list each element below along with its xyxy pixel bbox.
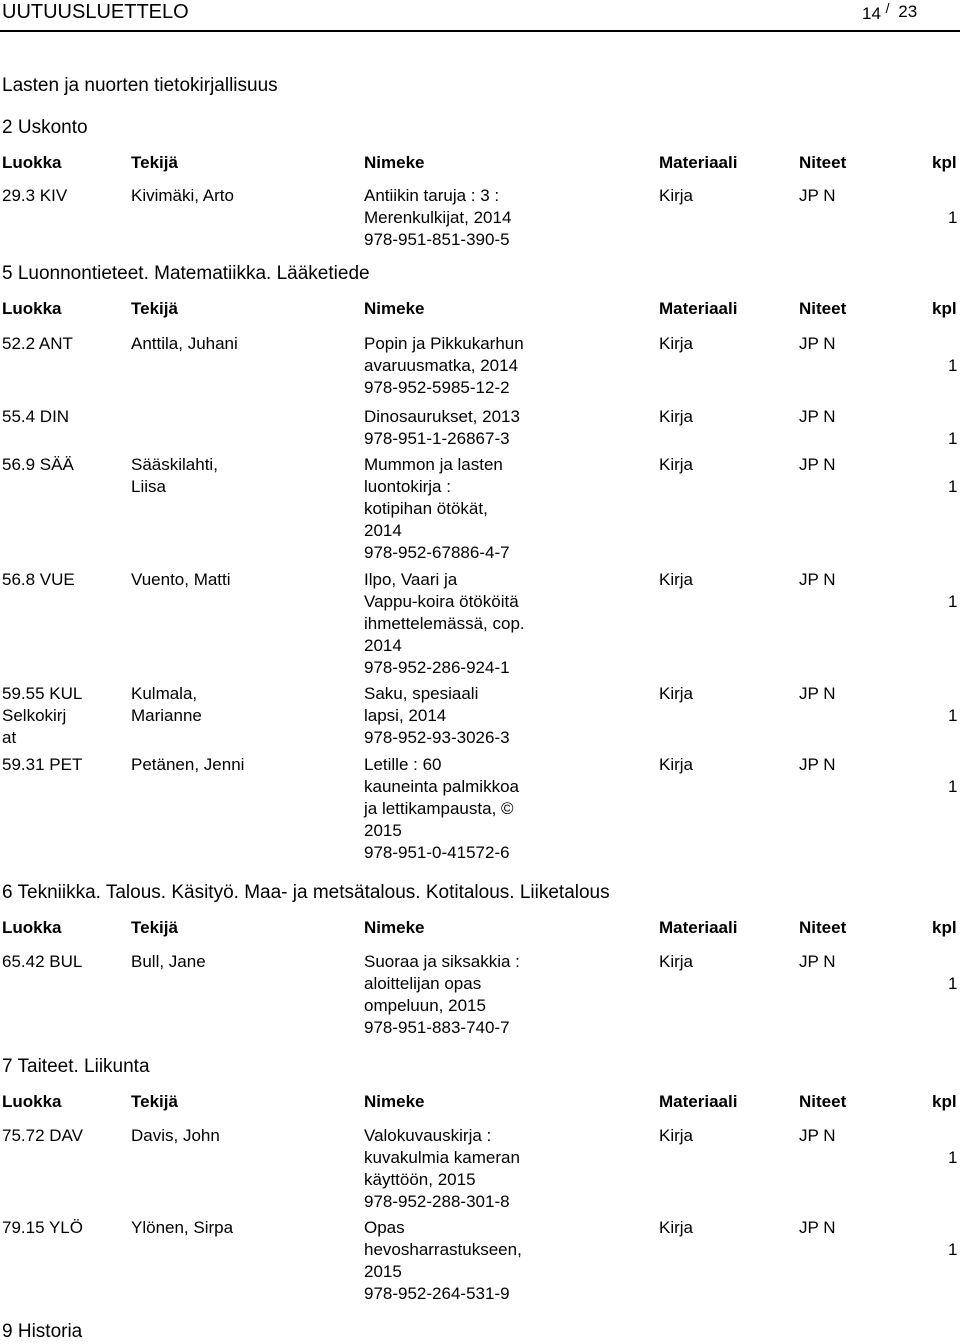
tekija-line: Petänen, Jenni — [131, 755, 245, 774]
cell-materiaali: Kirja — [659, 455, 694, 474]
section-title: 7 Taiteet. Liikunta — [2, 1056, 150, 1077]
column-header-niteet: Niteet — [799, 153, 847, 172]
cell-nimeke — [364, 951, 564, 1039]
nimeke-line: Ilpo, Vaari ja — [364, 570, 458, 589]
nimeke-line: käyttöön, 2015 — [364, 1170, 476, 1189]
category-title: Lasten ja nuorten tietokirjallisuus — [2, 75, 278, 96]
cell-luokka — [2, 333, 122, 355]
nimeke-line: Letille : 60 — [364, 755, 442, 774]
luokka-line: 65.42 BUL — [2, 952, 83, 971]
tekija-line: Ylönen, Sirpa — [131, 1218, 234, 1237]
cell-niteet: JP N — [799, 334, 836, 353]
column-header-materiaali: Materiaali — [659, 153, 738, 172]
luokka-line: 29.3 KIV — [2, 186, 68, 205]
luokka-line: 79.15 YLÖ — [2, 1218, 83, 1237]
nimeke-line: 978-951-1-26867-3 — [364, 429, 510, 448]
nimeke-line: hevosharrastukseen, — [364, 1240, 522, 1259]
nimeke-line: 2014 — [364, 636, 402, 655]
cell-materiaali: Kirja — [659, 952, 694, 971]
nimeke-line: 978-951-0-41572-6 — [364, 843, 510, 862]
nimeke-line: 978-951-851-390-5 — [364, 230, 510, 249]
tekija-line: Anttila, Juhani — [131, 334, 238, 353]
nimeke-line: lapsi, 2014 — [364, 706, 447, 725]
cell-tekija — [131, 185, 351, 207]
column-header-tekija: Tekijä — [131, 299, 178, 318]
nimeke-line: 978-952-93-3026-3 — [364, 728, 510, 747]
tekija-line: Vuento, Matti — [131, 570, 231, 589]
table-header — [0, 152, 960, 174]
column-header-luokka: Luokka — [2, 1092, 62, 1111]
nimeke-line: Vappu-koira ötököitä — [364, 592, 519, 611]
cell-nimeke — [364, 569, 564, 679]
nimeke-line: ja lettikampausta, © — [364, 799, 514, 818]
luokka-line: at — [2, 728, 17, 747]
cell-materiaali: Kirja — [659, 1126, 694, 1145]
section-title: 2 Uskonto — [2, 117, 88, 138]
column-header-niteet: Niteet — [799, 918, 847, 937]
cell-tekija — [131, 454, 351, 498]
tekija-line: Marianne — [131, 706, 202, 725]
column-header-nimeke: Nimeke — [364, 153, 425, 172]
page-total: 23 — [898, 2, 918, 21]
cell-tekija — [131, 951, 351, 973]
cell-tekija — [131, 569, 351, 591]
column-header-niteet: Niteet — [799, 1092, 847, 1111]
cell-tekija — [131, 1125, 351, 1147]
cell-nimeke — [364, 454, 564, 564]
cell-kpl: 1 — [948, 356, 958, 375]
cell-tekija — [131, 683, 351, 727]
section-title: 6 Tekniikka. Talous. Käsityö. Maa- ja metsätalous. Kotitalous. Liiketalous — [2, 882, 610, 903]
section-title: 9 Historia — [2, 1321, 83, 1342]
cell-niteet: JP N — [799, 455, 836, 474]
nimeke-line: kotipihan ötökät, — [364, 499, 488, 518]
column-header-luokka: Luokka — [2, 299, 62, 318]
nimeke-line: 2015 — [364, 1262, 402, 1281]
nimeke-line: 978-952-67886-4-7 — [364, 543, 510, 562]
nimeke-line: Suoraa ja siksakkia : — [364, 952, 520, 971]
nimeke-line: Saku, spesiaali — [364, 684, 479, 703]
cell-nimeke — [364, 333, 564, 399]
tekija-line: Bull, Jane — [131, 952, 206, 971]
nimeke-line: kauneinta palmikkoa — [364, 777, 519, 796]
nimeke-line: ompeluun, 2015 — [364, 996, 486, 1015]
tekija-line: Kivimäki, Arto — [131, 186, 234, 205]
tekija-line: Sääskilahti, — [131, 455, 218, 474]
luokka-line: 75.72 DAV — [2, 1126, 83, 1145]
cell-niteet: JP N — [799, 1218, 836, 1237]
nimeke-line: ihmettelemässä, cop. — [364, 614, 525, 633]
nimeke-line: Merenkulkijat, 2014 — [364, 208, 512, 227]
cell-tekija — [131, 754, 351, 776]
column-header-kpl: kpl — [932, 299, 957, 318]
column-header-niteet: Niteet — [799, 299, 847, 318]
tekija-line: Liisa — [131, 477, 166, 496]
cell-materiaali: Kirja — [659, 570, 694, 589]
document-title: UUTUUSLUETTELO — [2, 1, 189, 23]
cell-kpl: 1 — [948, 592, 958, 611]
column-header-materiaali: Materiaali — [659, 1092, 738, 1111]
cell-materiaali: Kirja — [659, 407, 694, 426]
nimeke-line: Mummon ja lasten — [364, 455, 503, 474]
column-header-kpl: kpl — [932, 918, 957, 937]
nimeke-line: 2014 — [364, 521, 402, 540]
cell-luokka — [2, 951, 122, 973]
cell-kpl: 1 — [948, 1240, 958, 1259]
cell-nimeke — [364, 185, 564, 251]
nimeke-line: 978-952-288-301-8 — [364, 1192, 510, 1211]
luokka-line: Selkokirj — [2, 706, 67, 725]
cell-materiaali: Kirja — [659, 755, 694, 774]
nimeke-line: Valokuvauskirja : — [364, 1126, 492, 1145]
luokka-line: 56.8 VUE — [2, 570, 75, 589]
column-header-tekija: Tekijä — [131, 1092, 178, 1111]
tekija-line: Kulmala, — [131, 684, 198, 703]
cell-niteet: JP N — [799, 952, 836, 971]
column-header-luokka: Luokka — [2, 153, 62, 172]
header-divider — [0, 30, 960, 32]
cell-kpl: 1 — [948, 1148, 958, 1167]
nimeke-line: 978-952-264-531-9 — [364, 1284, 510, 1303]
cell-kpl: 1 — [948, 777, 958, 796]
cell-kpl: 1 — [948, 974, 958, 993]
table-header — [0, 298, 960, 320]
luokka-line: 55.4 DIN — [2, 407, 70, 426]
cell-nimeke — [364, 754, 564, 864]
cell-materiaali: Kirja — [659, 1218, 694, 1237]
cell-kpl: 1 — [948, 706, 958, 725]
tekija-line: Davis, John — [131, 1126, 220, 1145]
luokka-line: 59.55 KUL — [2, 684, 83, 703]
column-header-nimeke: Nimeke — [364, 918, 425, 937]
cell-luokka — [2, 754, 122, 776]
column-header-tekija: Tekijä — [131, 918, 178, 937]
cell-materiaali: Kirja — [659, 186, 694, 205]
column-header-kpl: kpl — [932, 1092, 957, 1111]
nimeke-line: 978-951-883-740-7 — [364, 1018, 510, 1037]
cell-materiaali: Kirja — [659, 334, 694, 353]
luokka-line: 59.31 PET — [2, 755, 83, 774]
column-header-tekija: Tekijä — [131, 153, 178, 172]
luokka-line: 56.9 SÄÄ — [2, 455, 74, 474]
nimeke-line: Opas — [364, 1218, 405, 1237]
cell-niteet: JP N — [799, 570, 836, 589]
cell-niteet: JP N — [799, 186, 836, 205]
cell-nimeke — [364, 1217, 564, 1305]
cell-kpl: 1 — [948, 208, 958, 227]
cell-kpl: 1 — [948, 477, 958, 496]
cell-niteet: JP N — [799, 755, 836, 774]
page-current: 14 — [862, 4, 881, 23]
nimeke-line: aloittelijan opas — [364, 974, 482, 993]
luokka-line: 52.2 ANT — [2, 334, 73, 353]
cell-nimeke — [364, 406, 564, 450]
cell-niteet: JP N — [799, 407, 836, 426]
section-title: 5 Luonnontieteet. Matematiikka. Lääketiede — [2, 263, 370, 284]
nimeke-line: 978-952-286-924-1 — [364, 658, 510, 677]
nimeke-line: 2015 — [364, 821, 402, 840]
cell-luokka — [2, 1125, 122, 1147]
nimeke-line: 978-952-5985-12-2 — [364, 378, 510, 397]
page-number — [862, 0, 917, 24]
cell-niteet: JP N — [799, 684, 836, 703]
column-header-materiaali: Materiaali — [659, 918, 738, 937]
cell-luokka — [2, 569, 122, 591]
column-header-nimeke: Nimeke — [364, 299, 425, 318]
nimeke-line: avaruusmatka, 2014 — [364, 356, 519, 375]
cell-luokka — [2, 185, 122, 207]
cell-luokka — [2, 683, 122, 749]
column-header-luokka: Luokka — [2, 918, 62, 937]
cell-luokka — [2, 406, 122, 428]
cell-nimeke — [364, 683, 564, 749]
cell-kpl: 1 — [948, 429, 958, 448]
cell-luokka — [2, 454, 122, 476]
cell-tekija — [131, 1217, 351, 1239]
nimeke-line: luontokirja : — [364, 477, 451, 496]
nimeke-line: kuvakulmia kameran — [364, 1148, 520, 1167]
table-header — [0, 917, 960, 939]
cell-luokka — [2, 1217, 122, 1239]
nimeke-line: Antiikin taruja : 3 : — [364, 186, 500, 205]
nimeke-line: Dinosaurukset, 2013 — [364, 407, 520, 426]
cell-nimeke — [364, 1125, 564, 1213]
cell-niteet: JP N — [799, 1126, 836, 1145]
cell-materiaali: Kirja — [659, 684, 694, 703]
table-header — [0, 1091, 960, 1113]
column-header-kpl: kpl — [932, 153, 957, 172]
cell-tekija — [131, 333, 351, 355]
column-header-nimeke: Nimeke — [364, 1092, 425, 1111]
page-separator: / — [885, 0, 890, 16]
nimeke-line: Popin ja Pikkukarhun — [364, 334, 524, 353]
column-header-materiaali: Materiaali — [659, 299, 738, 318]
